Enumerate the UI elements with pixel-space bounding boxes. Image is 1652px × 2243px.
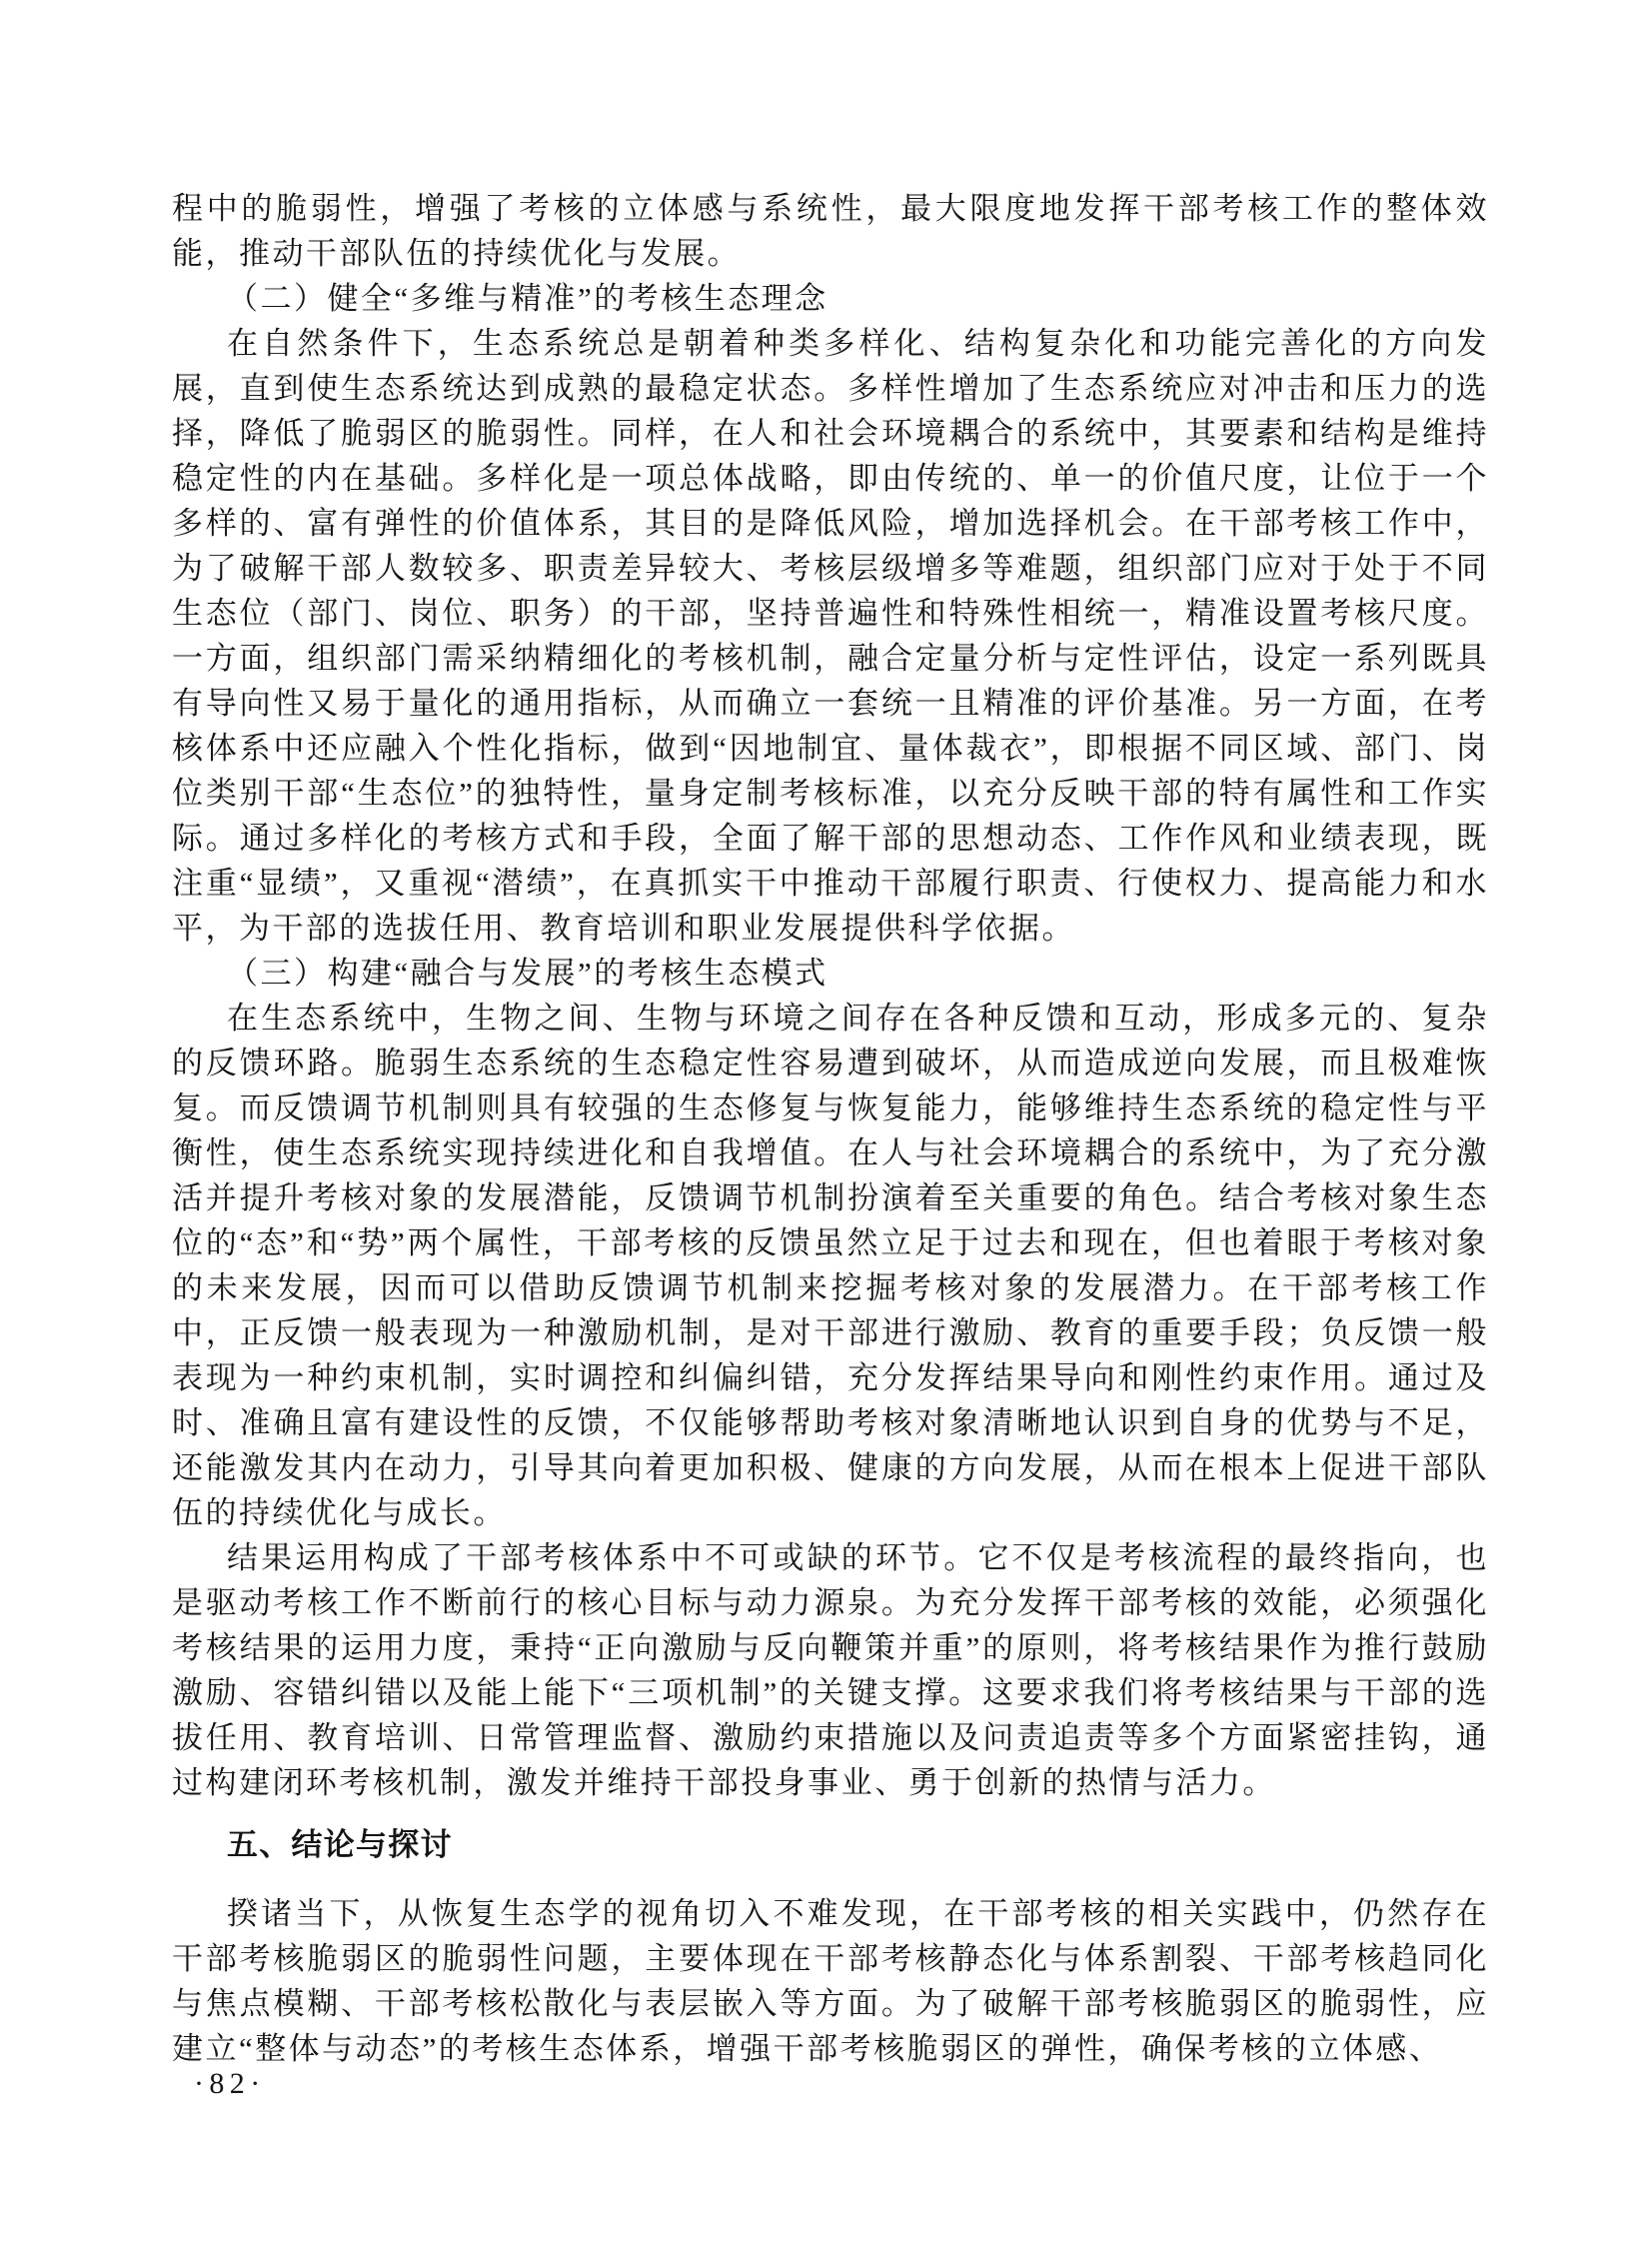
body-paragraph: 在生态系统中，生物之间、生物与环境之间存在各种反馈和互动，形成多元的、复杂的反馈环路。脆弱生态系统的生态稳定性容易遭到破坏，从而造成逆向发展，而且极难恢复。而反馈调节机制则具有较强的生态修复与恢复能力，能够维持生态系统的稳定性与平衡性，使生态系统实现持续进化和自我增值。在人与社会环境耦合的系统中，为了充分激活并提升考核对象的发展潜能，反馈调节机制扮演着至关重要的角色。结合考核对象生态位的“态”和“势”两个属性，干部考核的反馈虽然立足于过去和现在，但也着眼于考核对象的未来发展，因而可以借助反馈调节机制来挖掘考核对象的发展潜力。在干部考核工作中，正反馈一般表现为一种激励机制，是对干部进行激励、教育的重要手段；负反馈一般表现为一种约束机制，实时调控和纠偏纠错，充分发挥结果导向和刚性约束作用。通过及时、准确且富有建设性的反馈，不仅能够帮助考核对象清晰地认识到自身的优势与不足，还能激发其内在动力，引导其向着更加积极、健康的方向发展，从而在根本上促进干部队伍的持续优化与成长。 <box>172 1001 1489 1530</box>
continued-paragraph: 程中的脆弱性，增强了考核的立体感与系统性，最大限度地发挥干部考核工作的整体效能，推动干部队伍的持续优化与发展。 <box>172 191 1489 271</box>
page-body-text <box>172 186 1489 2071</box>
body-paragraph: 结果运用构成了干部考核体系中不可或缺的环节。它不仅是考核流程的最终指向，也是驱动考核工作不断前行的核心目标与动力源泉。为充分发挥干部考核的效能，必须强化考核结果的运用力度，秉持“正向激励与反向鞭策并重”的原则，将考核结果作为推行鼓励激励、容错纠错以及能上能下“三项机制”的关键支撑。这要求我们将考核结果与干部的选拔任用、教育培训、日常管理监督、激励约束措施以及问责追责等多个方面紧密挂钩，通过构建闭环考核机制，激发并维持干部投身事业、勇于创新的热情与活力。 <box>172 1540 1489 1800</box>
body-paragraph: 揆诸当下，从恢复生态学的视角切入不难发现，在干部考核的相关实践中，仍然存在干部考核脆弱区的脆弱性问题，主要体现在干部考核静态化与体系割裂、干部考核趋同化与焦点模糊、干部考核松散化与表层嵌入等方面。为了破解干部考核脆弱区的脆弱性，应建立“整体与动态”的考核生态体系，增强干部考核脆弱区的弹性，确保考核的立体感、 <box>172 1896 1489 2066</box>
subsection-heading: （三）构建“融合与发展”的考核生态模式 <box>227 956 828 991</box>
body-paragraph: 在自然条件下，生态系统总是朝着种类多样化、结构复杂化和功能完善化的方向发展，直到使生态系统达到成熟的最稳定状态。多样性增加了生态系统应对冲击和压力的选择，降低了脆弱区的脆弱性。同样，在人和社会环境耦合的系统中，其要素和结构是维持稳定性的内在基础。多样化是一项总体战略，即由传统的、单一的价值尺度，让位于一个多样的、富有弹性的价值体系，其目的是降低风险，增加选择机会。在干部考核工作中，为了破解干部人数较多、职责差异较大、考核层级增多等难题，组织部门应对于处于不同生态位（部门、岗位、职务）的干部，坚持普遍性和特殊性相统一，精准设置考核尺度。一方面，组织部门需采纳精细化的考核机制，融合定量分析与定性评估，设定一系列既具有导向性又易于量化的通用指标，从而确立一套统一且精准的评价基准。另一方面，在考核体系中还应融入个性化指标，做到“因地制宜、量体裁衣”，即根据不同区域、部门、岗位类别干部“生态位”的独特性，量身定制考核标准，以充分反映干部的特有属性和工作实际。通过多样化的考核方式和手段，全面了解干部的思想动态、工作作风和业绩表现，既注重“显绩”，又重视“潜绩”，在真抓实干中推动干部履行职责、行使权力、提高能力和水平，为干部的选拔任用、教育培训和职业发展提供科学依据。 <box>172 326 1489 946</box>
subsection-heading: （二）健全“多维与精准”的考核生态理念 <box>227 281 828 316</box>
page-number: ·82· <box>194 2067 266 2100</box>
section-heading: 五、结论与探讨 <box>227 1827 453 1862</box>
